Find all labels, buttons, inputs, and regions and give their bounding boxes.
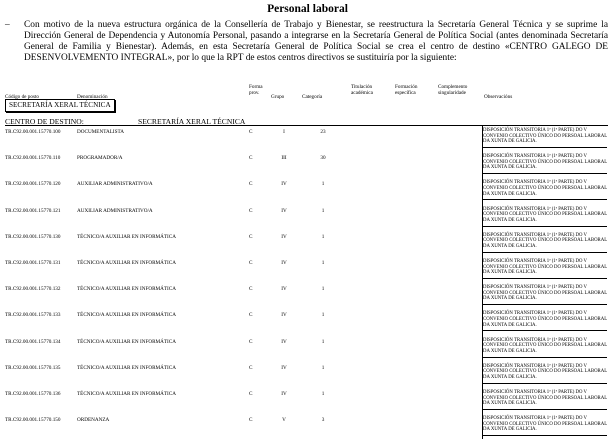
row-observacions-rule	[483, 278, 607, 279]
row-denominacion: ORDENANZA	[77, 417, 110, 424]
table-row	[0, 259, 615, 285]
row-forma: C	[249, 260, 253, 266]
row-observacions: DISPOSICIÓN TRANSITORIA 1ª (1ª PARTE) DO V CONVENIO COLECTIVO ÚNICO DO PERSOAL LABORAL DA XUNTA DE GALICIA.	[483, 285, 607, 302]
table-row	[0, 311, 615, 337]
header-complemento-text: Complemento singularidade	[438, 84, 468, 96]
row-observacions-rule	[483, 199, 607, 200]
row-observacions: DISPOSICIÓN TRANSITORIA 1ª (1ª PARTE) DO V CONVENIO COLECTIVO ÚNICO DO PERSOAL LABORAL DA XUNTA DE GALICIA.	[483, 390, 607, 407]
centro-destino-label: CENTRO DE DESTINO:	[5, 117, 84, 126]
row-forma: C	[249, 391, 253, 397]
table-top-rule	[5, 125, 608, 126]
row-grupo: IV	[281, 312, 287, 319]
row-grupo: IV	[281, 233, 287, 240]
row-denominacion: TÉCNICO/A AUXILIAR EN INFORMÁTICA	[77, 286, 176, 293]
row-grupo: IV	[281, 338, 287, 345]
section-title-box: SECRETARÍA XERAL TÉCNICA	[5, 99, 115, 112]
row-observacions: DISPOSICIÓN TRANSITORIA 1ª (1ª PARTE) DO V CONVENIO COLECTIVO ÚNICO DO PERSOAL LABORAL DA XUNTA DE GALICIA.	[483, 232, 607, 249]
row-categoria: 1	[321, 233, 325, 240]
row-codigo: TR.C92.00.001.15770.150	[5, 417, 61, 424]
row-forma: C	[249, 207, 253, 214]
header-formacion	[395, 84, 417, 96]
row-codigo: TR.C92.00.001.15770.120	[5, 181, 61, 188]
table-row	[0, 285, 615, 311]
row-denominacion: TÉCNICO/A AUXILIAR EN INFORMÁTICA	[77, 312, 176, 319]
row-observacions-rule	[483, 357, 607, 358]
row-categoria: 1	[321, 391, 325, 397]
header-forma-text: Forma prov.	[249, 84, 263, 96]
header-titulacion	[351, 84, 373, 96]
table-row	[0, 390, 615, 416]
row-codigo: TR.C92.00.001.15770.131	[5, 260, 61, 266]
row-categoria: 1	[321, 312, 325, 319]
row-forma: C	[249, 286, 253, 293]
table-row	[0, 338, 615, 364]
row-denominacion: TÉCNICO/A AUXILIAR EN INFORMÁTICA	[77, 233, 176, 240]
row-codigo: TR.C92.00.001.15770.136	[5, 391, 61, 397]
row-categoria: 23	[320, 129, 326, 135]
row-denominacion: TÉCNICO/A AUXILIAR EN INFORMÁTICA	[77, 260, 176, 266]
row-codigo: TR.C92.00.001.15770.134	[5, 338, 61, 345]
row-observacions: DISPOSICIÓN TRANSITORIA 1ª (1ª PARTE) DO V CONVENIO COLECTIVO ÚNICO DO PERSOAL LABORAL DA XUNTA DE GALICIA.	[483, 259, 607, 276]
row-denominacion: AUXILIAR ADMINISTRATIVO/A	[77, 181, 153, 188]
row-codigo: TR.C92.00.001.15770.110	[5, 155, 61, 162]
header-complemento	[438, 84, 467, 96]
header-observacions: Observacións	[484, 94, 513, 100]
row-observacions: DISPOSICIÓN TRANSITORIA 1ª (1ª PARTE) DO V CONVENIO COLECTIVO ÚNICO DO PERSOAL LABORAL DA XUNTA DE GALICIA.	[483, 206, 607, 223]
row-grupo: I	[283, 129, 285, 135]
row-grupo: IV	[281, 260, 287, 266]
row-observacions-rule	[483, 383, 607, 384]
row-observacions: DISPOSICIÓN TRANSITORIA 1ª (1ª PARTE) DO V CONVENIO COLECTIVO ÚNICO DO PERSOAL LABORAL DA XUNTA DE GALICIA.	[483, 154, 607, 171]
row-observacions: DISPOSICIÓN TRANSITORIA 1ª (1ª PARTE) DO V CONVENIO COLECTIVO ÚNICO DO PERSOAL LABORAL DA XUNTA DE GALICIA.	[483, 363, 607, 380]
row-grupo: IV	[281, 286, 287, 293]
row-observacions: DISPOSICIÓN TRANSITORIA 1ª (1ª PARTE) DO V CONVENIO COLECTIVO ÚNICO DO PERSOAL LABORAL DA XUNTA DE GALICIA.	[483, 128, 607, 145]
table-row	[0, 364, 615, 390]
table-row	[0, 154, 615, 180]
header-categoria: Categoría	[302, 94, 323, 100]
row-forma: C	[249, 338, 253, 345]
header-codigo: Código de posto	[5, 94, 40, 100]
row-categoria: 1	[321, 260, 325, 266]
row-grupo: V	[282, 417, 286, 424]
row-observacions-rule	[483, 226, 607, 227]
row-forma: C	[249, 364, 253, 371]
row-grupo: IV	[281, 207, 287, 214]
header-grupo: Grupo	[271, 94, 285, 100]
row-codigo: TR.C92.00.001.15770.121	[5, 207, 61, 214]
row-codigo: TR.C92.00.001.15770.132	[5, 286, 61, 293]
row-denominacion: DOCUMENTALISTA	[77, 129, 125, 135]
row-denominacion: TÉCNICO/A AUXILIAR EN INFORMÁTICA	[77, 338, 176, 345]
row-grupo: IV	[281, 391, 287, 397]
row-observacions-rule	[483, 435, 607, 436]
row-observacions-rule	[483, 252, 607, 253]
row-observacions-rule	[483, 147, 607, 148]
row-codigo: TR.C92.00.001.15770.100	[5, 129, 61, 135]
table-row	[0, 180, 615, 206]
intro-paragraph	[5, 20, 608, 64]
row-denominacion: PROGRAMADOR/A	[77, 155, 123, 162]
header-forma	[249, 84, 263, 96]
row-categoria: 1	[321, 181, 325, 188]
row-observacions-rule	[483, 304, 607, 305]
row-codigo: TR.C92.00.001.15770.135	[5, 364, 61, 371]
table-row	[0, 416, 615, 442]
table-row	[0, 233, 615, 259]
header-denominacion: Denominación	[77, 94, 108, 100]
row-categoria: 1	[321, 286, 325, 293]
row-observacions-rule	[483, 173, 607, 174]
row-categoria: 30	[320, 155, 326, 162]
row-observacions: DISPOSICIÓN TRANSITORIA 1ª (1ª PARTE) DO V CONVENIO COLECTIVO ÚNICO DO PERSOAL LABORAL DA XUNTA DE GALICIA.	[483, 337, 607, 354]
table-row	[0, 128, 615, 154]
intro-text: Con motivo de la nueva estructura orgánica de la Consellería de Trabajo y Bienestar, se reestructura la Secretaría General Técnica y se suprime la Dirección General de Dependencia y Autonomía Personal, pasando a integrarse en la Secretaría General de Política Social (antes denominada Secretaría General de Familia y Bienestar). Además, en esta Secretaría General de Política Social se crea el centro de destino «CENTRO GALEGO DE DESENVOLVEMENTO INTEGRAL», por lo que la RPT de estos centros directivos se sustituiría por la siguiente:	[24, 20, 608, 63]
row-forma: C	[249, 181, 253, 188]
row-observacions: DISPOSICIÓN TRANSITORIA 1ª (1ª PARTE) DO V CONVENIO COLECTIVO ÚNICO DO PERSOAL LABORAL DA XUNTA DE GALICIA.	[483, 180, 607, 197]
row-observacions-rule	[483, 330, 607, 331]
row-codigo: TR.C92.00.001.15770.133	[5, 312, 61, 319]
header-formacion-text: Formación específica	[395, 84, 418, 96]
row-denominacion: AUXILIAR ADMINISTRATIVO/A	[77, 207, 153, 214]
row-forma: C	[249, 155, 253, 162]
row-forma: C	[249, 233, 253, 240]
row-observacions: DISPOSICIÓN TRANSITORIA 1ª (1ª PARTE) DO V CONVENIO COLECTIVO ÚNICO DO PERSOAL LABORAL DA XUNTA DE GALICIA.	[483, 311, 607, 328]
row-denominacion: TÉCNICO/A AUXILIAR EN INFORMÁTICA	[77, 391, 176, 397]
row-forma: C	[249, 417, 253, 424]
document-title: Personal laboral	[267, 3, 348, 15]
row-categoria: 3	[321, 417, 325, 424]
row-categoria: 1	[321, 338, 325, 345]
row-grupo: IV	[281, 364, 287, 371]
centro-destino-value: SECRETARÍA XERAL TÉCNICA	[138, 117, 246, 126]
list-dash: –	[5, 20, 10, 30]
row-grupo: III	[281, 155, 287, 162]
header-titulacion-text: Titulación académica	[351, 84, 373, 96]
row-grupo: IV	[281, 181, 287, 188]
row-categoria: 1	[321, 364, 325, 371]
row-observacions: DISPOSICIÓN TRANSITORIA 1ª (1ª PARTE) DO V CONVENIO COLECTIVO ÚNICO DO PERSOAL LABORAL DA XUNTA DE GALICIA.	[483, 416, 607, 433]
row-categoria: 1	[321, 207, 325, 214]
row-forma: C	[249, 129, 253, 135]
row-denominacion: TÉCNICO/A AUXILIAR EN INFORMÁTICA	[77, 364, 176, 371]
row-codigo: TR.C92.00.001.15770.130	[5, 233, 61, 240]
table-row	[0, 207, 615, 233]
row-forma: C	[249, 312, 253, 319]
row-observacions-rule	[483, 409, 607, 410]
